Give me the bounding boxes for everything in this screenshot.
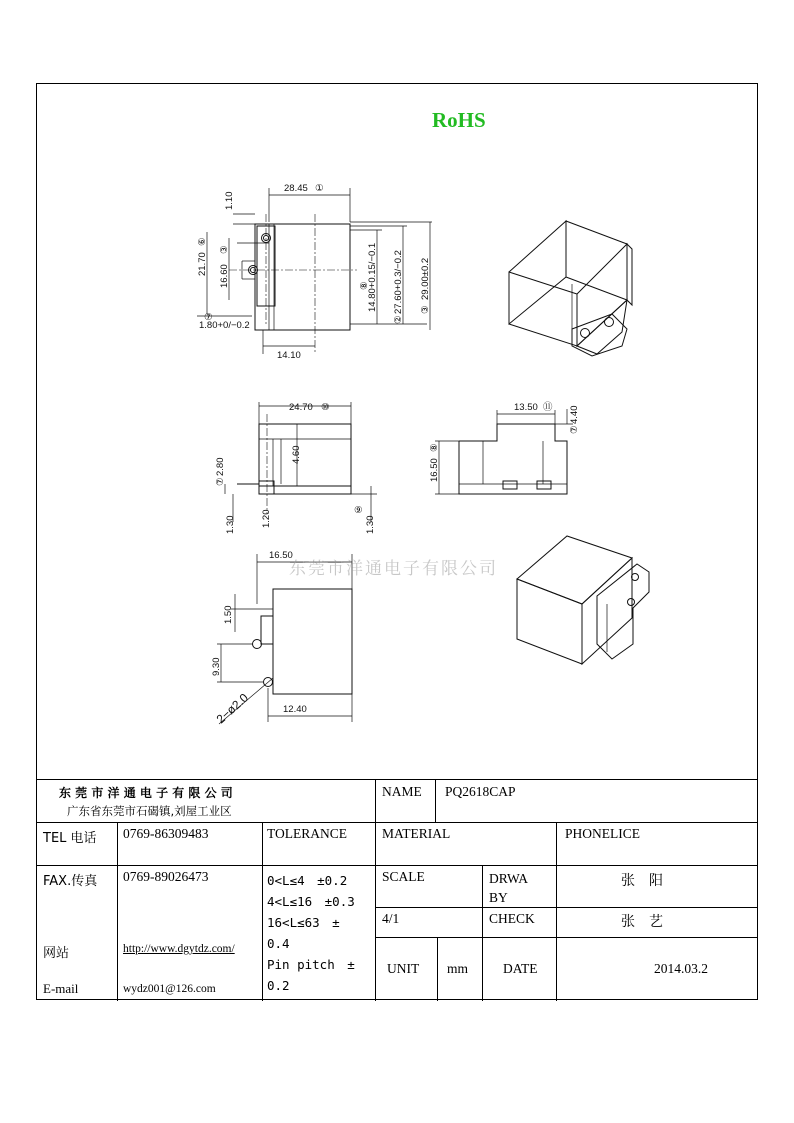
dim-1-30-left: 1.30 (225, 515, 236, 534)
email-label: E-mail (43, 981, 79, 996)
tel-label: TEL 电话 (43, 831, 97, 846)
drawn-by-label (489, 869, 528, 907)
material-label: MATERIAL (382, 826, 451, 841)
material-value: PHONELICE (565, 826, 640, 841)
dim-24-70-ref: ⑩ (321, 402, 330, 413)
dim-21-70: 21.70 (197, 252, 208, 276)
unit-label: UNIT (387, 961, 420, 976)
iso-view-top (509, 221, 632, 356)
dim-13-50: 13.50 (514, 402, 538, 413)
drawn-by-label-line1: DRWA (489, 871, 529, 886)
drawing-sheet (36, 83, 758, 1000)
drawn-by-value: 张 阳 (621, 873, 663, 889)
tolerance-label: TOLERANCE (267, 826, 347, 841)
dim-1-30-right: 1.30 (365, 515, 376, 534)
check-value: 张 艺 (621, 914, 663, 930)
dim-27-60: 27.60+0.3/−0.2 (393, 250, 404, 314)
dim-2-80-ref: ⑦ (215, 477, 226, 486)
dim-1-50: 1.50 (223, 605, 234, 624)
dim-4-60: 4.60 (291, 445, 302, 464)
dim-21-70-ref: ⑥ (197, 237, 208, 246)
tolerance-row-3: 16<L≤63 ± (267, 915, 340, 930)
unit-value: mm (447, 961, 469, 976)
tolerance-row-2: 4<L≤16 ±0.3 (267, 894, 355, 909)
technical-drawing (37, 84, 757, 778)
dim-29-00-ref: ③ (420, 305, 431, 314)
tolerance-row-5: Pin pitch ± (267, 957, 355, 972)
front-view (215, 402, 377, 534)
tolerance-row-6: 0.2 (267, 978, 290, 993)
fax-label: FAX.传真 (43, 874, 98, 889)
dim-4-40: 4.40 (569, 405, 580, 424)
dim-16-50-bottom: 16.50 (269, 550, 293, 561)
dim-2-phi-2-0: 2−ø2.0 (213, 690, 252, 727)
dim-16-60-ref: ③ (219, 245, 230, 254)
email-value: wydz001@126.com (123, 983, 216, 995)
dim-28-45-ref: ① (315, 183, 324, 194)
dim-16-50: 16.50 (429, 458, 440, 482)
drawn-by-label-line2: BY (489, 890, 508, 905)
dim-9-30: 9.30 (211, 657, 222, 676)
check-label: CHECK (489, 911, 535, 926)
company-name: 东 莞 市 洋 通 电 子 有 限 公 司 (59, 786, 233, 800)
scale-value: 4/1 (382, 911, 400, 926)
dim-13-50-ref: ⑪ (543, 402, 553, 413)
iso-view-bottom (517, 536, 649, 664)
dim-16-60: 16.60 (219, 264, 230, 288)
scale-label: SCALE (382, 869, 425, 884)
company-address: 广东省东莞市石碣镇,刘屋工业区 (67, 804, 232, 818)
dim-24-70: 24.70 (289, 402, 313, 413)
dim-14-10: 14.10 (277, 350, 301, 361)
date-label: DATE (503, 961, 538, 976)
dim-16-50-ref: ⑧ (429, 443, 440, 452)
top-view (197, 183, 432, 361)
dim-29-00: 29.00±0.2 (420, 257, 431, 300)
dim-1-80: 1.80+0/−0.2 (199, 320, 250, 331)
watermark: 东莞市洋通电子有限公司 (289, 559, 498, 579)
tolerance-table (267, 870, 355, 996)
dim-14-80: 14.80+0.15/−0.1 (367, 242, 378, 312)
dim-1-80-ref: ⑦ (204, 312, 213, 323)
side-view (429, 402, 580, 494)
date-value: 2014.03.2 (654, 961, 708, 976)
dim-27-60-ref: ② (393, 315, 404, 324)
dim-1-20: 1.20 (261, 509, 272, 528)
dim-2-80: 2.80 (215, 457, 226, 476)
tolerance-row-4: 0.4 (267, 936, 290, 951)
website-link[interactable]: http://www.dgytdz.com/ (123, 943, 235, 955)
website-label: 网站 (43, 946, 70, 961)
name-label: NAME (382, 784, 422, 799)
tolerance-row-1: 0<L≤4 ±0.2 (267, 873, 348, 888)
tel-value: 0769-86309483 (123, 826, 209, 841)
dim-4-40-ref: ⑦ (569, 425, 580, 434)
name-value: PQ2618CAP (445, 784, 516, 799)
rohs-mark: RoHS (432, 108, 486, 132)
dim-1-30-right-ref: ⑨ (354, 505, 363, 516)
dim-12-40: 12.40 (283, 704, 307, 715)
dim-1-10: 1.10 (224, 191, 235, 210)
title-block (37, 779, 757, 1001)
dim-28-45: 28.45 (284, 183, 308, 194)
dim-14-80-ref: ⑧ (359, 281, 370, 290)
fax-value: 0769-89026473 (123, 869, 209, 884)
